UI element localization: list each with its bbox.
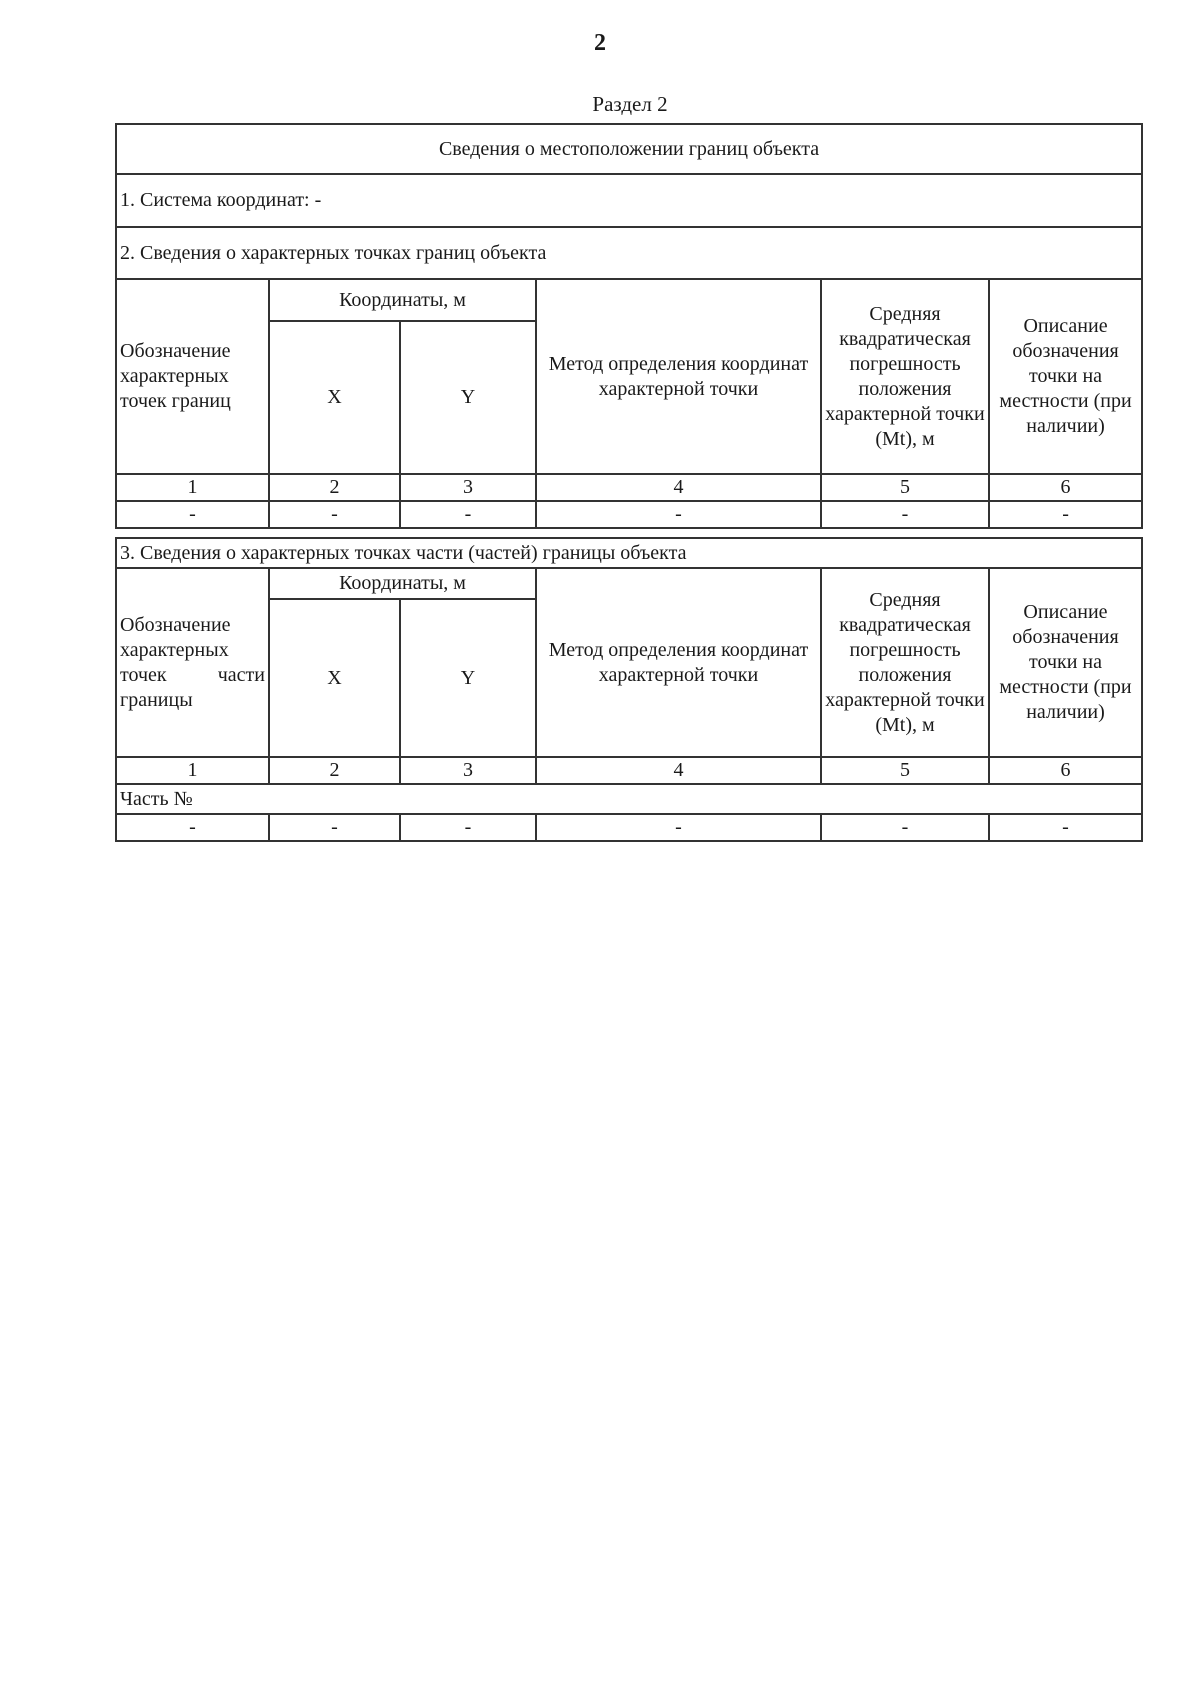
table-cell: - bbox=[400, 814, 536, 841]
column-number: 6 bbox=[989, 757, 1142, 784]
header-x: X bbox=[269, 599, 400, 757]
header-description: Описание обозначения точки на местности (при наличии) bbox=[989, 568, 1142, 757]
table-cell: - bbox=[989, 814, 1142, 841]
header-designation: Обозначение характерных точек границ bbox=[116, 279, 269, 474]
column-number: 2 bbox=[269, 757, 400, 784]
table-cell: - bbox=[821, 501, 989, 528]
section-label: Раздел 2 bbox=[592, 92, 668, 116]
column-number: 3 bbox=[400, 474, 536, 501]
header-coordinates: Координаты, м bbox=[269, 568, 536, 599]
table-row bbox=[116, 814, 1142, 841]
boundary-points-heading: 2. Сведения о характерных точках границ объекта bbox=[116, 227, 1142, 279]
table-cell: - bbox=[269, 501, 400, 528]
designation-line: характерных bbox=[120, 638, 229, 661]
header-designation bbox=[116, 568, 269, 757]
part-boundary-table bbox=[115, 537, 1143, 842]
header-error: Средняя квадратическая погрешность положения характерной точки (Mt), м bbox=[821, 568, 989, 757]
table-cell: - bbox=[116, 814, 269, 841]
column-number: 3 bbox=[400, 757, 536, 784]
designation-line: границы bbox=[120, 688, 193, 711]
designation-line: точек части bbox=[120, 663, 265, 686]
table-cell: - bbox=[989, 501, 1142, 528]
table-cell: - bbox=[536, 501, 821, 528]
designation-line: Обозначение bbox=[120, 613, 231, 636]
part-points-heading: 3. Сведения о характерных точках части (частей) границы объекта bbox=[116, 538, 1142, 568]
header-coordinates: Координаты, м bbox=[269, 279, 536, 321]
header-error: Средняя квадратическая погрешность положения характерной точки (Mt), м bbox=[821, 279, 989, 474]
column-number: 1 bbox=[116, 474, 269, 501]
table-cell: - bbox=[536, 814, 821, 841]
table-cell: - bbox=[400, 501, 536, 528]
part-number-row: Часть № bbox=[116, 784, 1142, 814]
page-number: 2 bbox=[594, 30, 606, 56]
header-y: Y bbox=[400, 321, 536, 474]
table-cell: - bbox=[116, 501, 269, 528]
header-method: Метод определения координат характерной точки bbox=[536, 279, 821, 474]
table-row bbox=[116, 501, 1142, 528]
column-number: 5 bbox=[821, 757, 989, 784]
header-method: Метод определения координат характерной точки bbox=[536, 568, 821, 757]
column-number: 1 bbox=[116, 757, 269, 784]
column-number: 2 bbox=[269, 474, 400, 501]
boundary-info-table bbox=[115, 123, 1143, 529]
header-description: Описание обозначения точки на местности (при наличии) bbox=[989, 279, 1142, 474]
table-cell: - bbox=[821, 814, 989, 841]
table-title: Сведения о местоположении границ объекта bbox=[116, 124, 1142, 174]
column-number: 4 bbox=[536, 474, 821, 501]
column-number: 6 bbox=[989, 474, 1142, 501]
column-number: 5 bbox=[821, 474, 989, 501]
header-y: Y bbox=[400, 599, 536, 757]
header-x: X bbox=[269, 321, 400, 474]
column-number: 4 bbox=[536, 757, 821, 784]
coordinate-system-row: 1. Система координат: - bbox=[116, 174, 1142, 227]
table-cell: - bbox=[269, 814, 400, 841]
